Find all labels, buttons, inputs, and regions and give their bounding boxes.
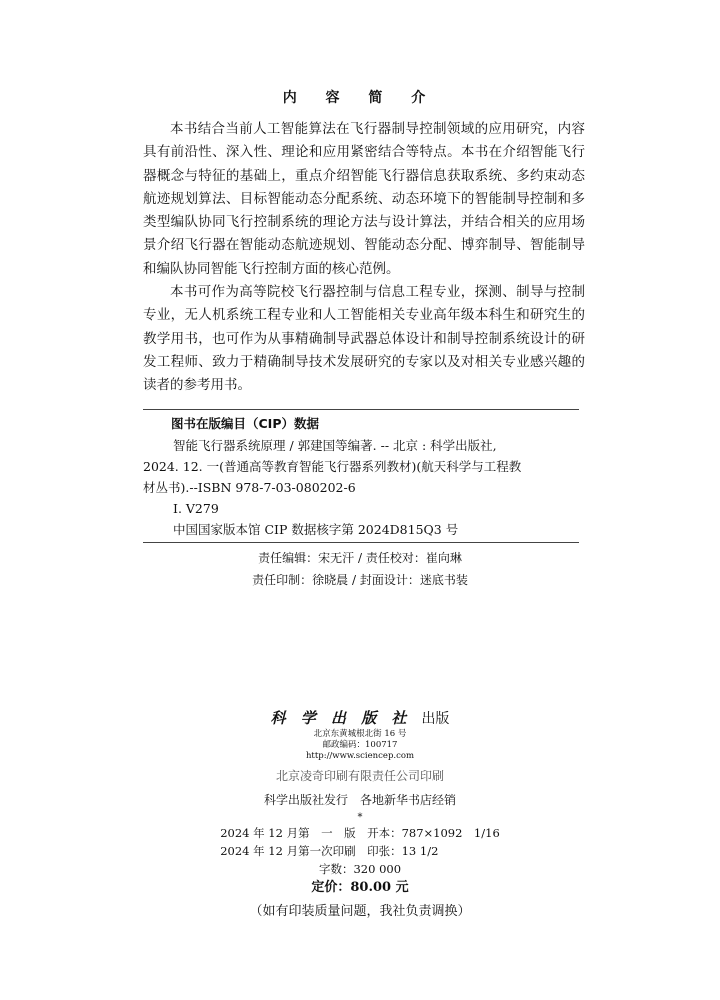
publisher-address: 北京东黄城根北街 16 号 [313, 729, 407, 739]
printing-line: 2024 年 12 月第一次印刷 印张：13 1/2 [220, 844, 439, 858]
cip-record: 中国国家版本馆 CIP 数据核字第 2024D815Q3 号 [173, 522, 459, 537]
publisher-website: http://www.sciencep.com [305, 751, 415, 761]
imprint-section [0, 708, 720, 922]
distributor: 科学出版社发行 各地新华书店经销 [263, 793, 456, 807]
quality-notice: （如有印装质量问题，我社负责调换） [249, 904, 471, 919]
staff-editors: 责任编辑：宋无汗 / 责任校对：崔向琳 [258, 551, 462, 565]
cip-line-3: 材丛书).--ISBN 978-7-03-080202-6 [143, 480, 356, 495]
intro-title: 内 容 简 介 [282, 90, 438, 106]
publisher-postcode: 邮政编码：100717 [322, 740, 398, 750]
intro-paragraph-1: 本书结合当前人工智能算法在飞行器制导控制领域的应用研究，内容具有前沿性、深入性、理论和应用紧密结合等特点。本书在介绍智能飞行器概念与特征的基础上，重点介绍智能飞行器信息获取系统、多约束动态航迹规划算法、目标智能动态分配系统、动态环境下的智能制导控制和多类型编队协同飞行控制系统的理论方法与设计算法，并结合相关的应用场景介绍飞行器在智能动态航迹规划、智能动态分配、博弈制导、智能制导和编队协同智能飞行控制方面的核心范例。 [143, 121, 585, 277]
cip-block [143, 409, 579, 543]
word-count: 字数：320 000 [318, 862, 402, 876]
staff-production: 责任印制：徐晓晨 / 封面设计：迷底书装 [252, 573, 468, 587]
printer: 北京凌奇印刷有限责任公司印刷 [275, 769, 444, 783]
separator-star: * [357, 812, 363, 823]
publisher-line [0, 708, 720, 729]
edition-line: 2024 年 12 月第 一 版 开本：787×1092 1/16 [220, 826, 500, 840]
cip-line-1: 智能飞行器系统原理 / 郭建国等编著. -- 北京 : 科学出版社, [173, 438, 497, 453]
cip-line-2: 2024. 12. 一(普通高等教育智能飞行器系列教材)(航天科学与工程教 [143, 459, 522, 474]
price: 定价：80.00 元 [311, 880, 409, 895]
cip-classification: Ⅰ. V279 [173, 501, 219, 516]
cip-heading: 图书在版编目（CIP）数据 [171, 416, 319, 431]
intro-paragraph-2: 本书可作为高等院校飞行器控制与信息工程专业，探测、制导与控制专业，无人机系统工程专业和人工智能相关专业高年级本科生和研究生的教学用书，也可作为从事精确制导武器总体设计和制导控制系统设计的研发工程师、致力于精确制导技术发展研究的专家以及对相关专业感兴趣的读者的参考用书。 [143, 284, 585, 394]
spec-block [220, 824, 500, 860]
publish-word: 出版 [421, 711, 450, 727]
intro-section [143, 118, 585, 398]
publisher-name: 科 学 出 版 社 [270, 709, 412, 727]
